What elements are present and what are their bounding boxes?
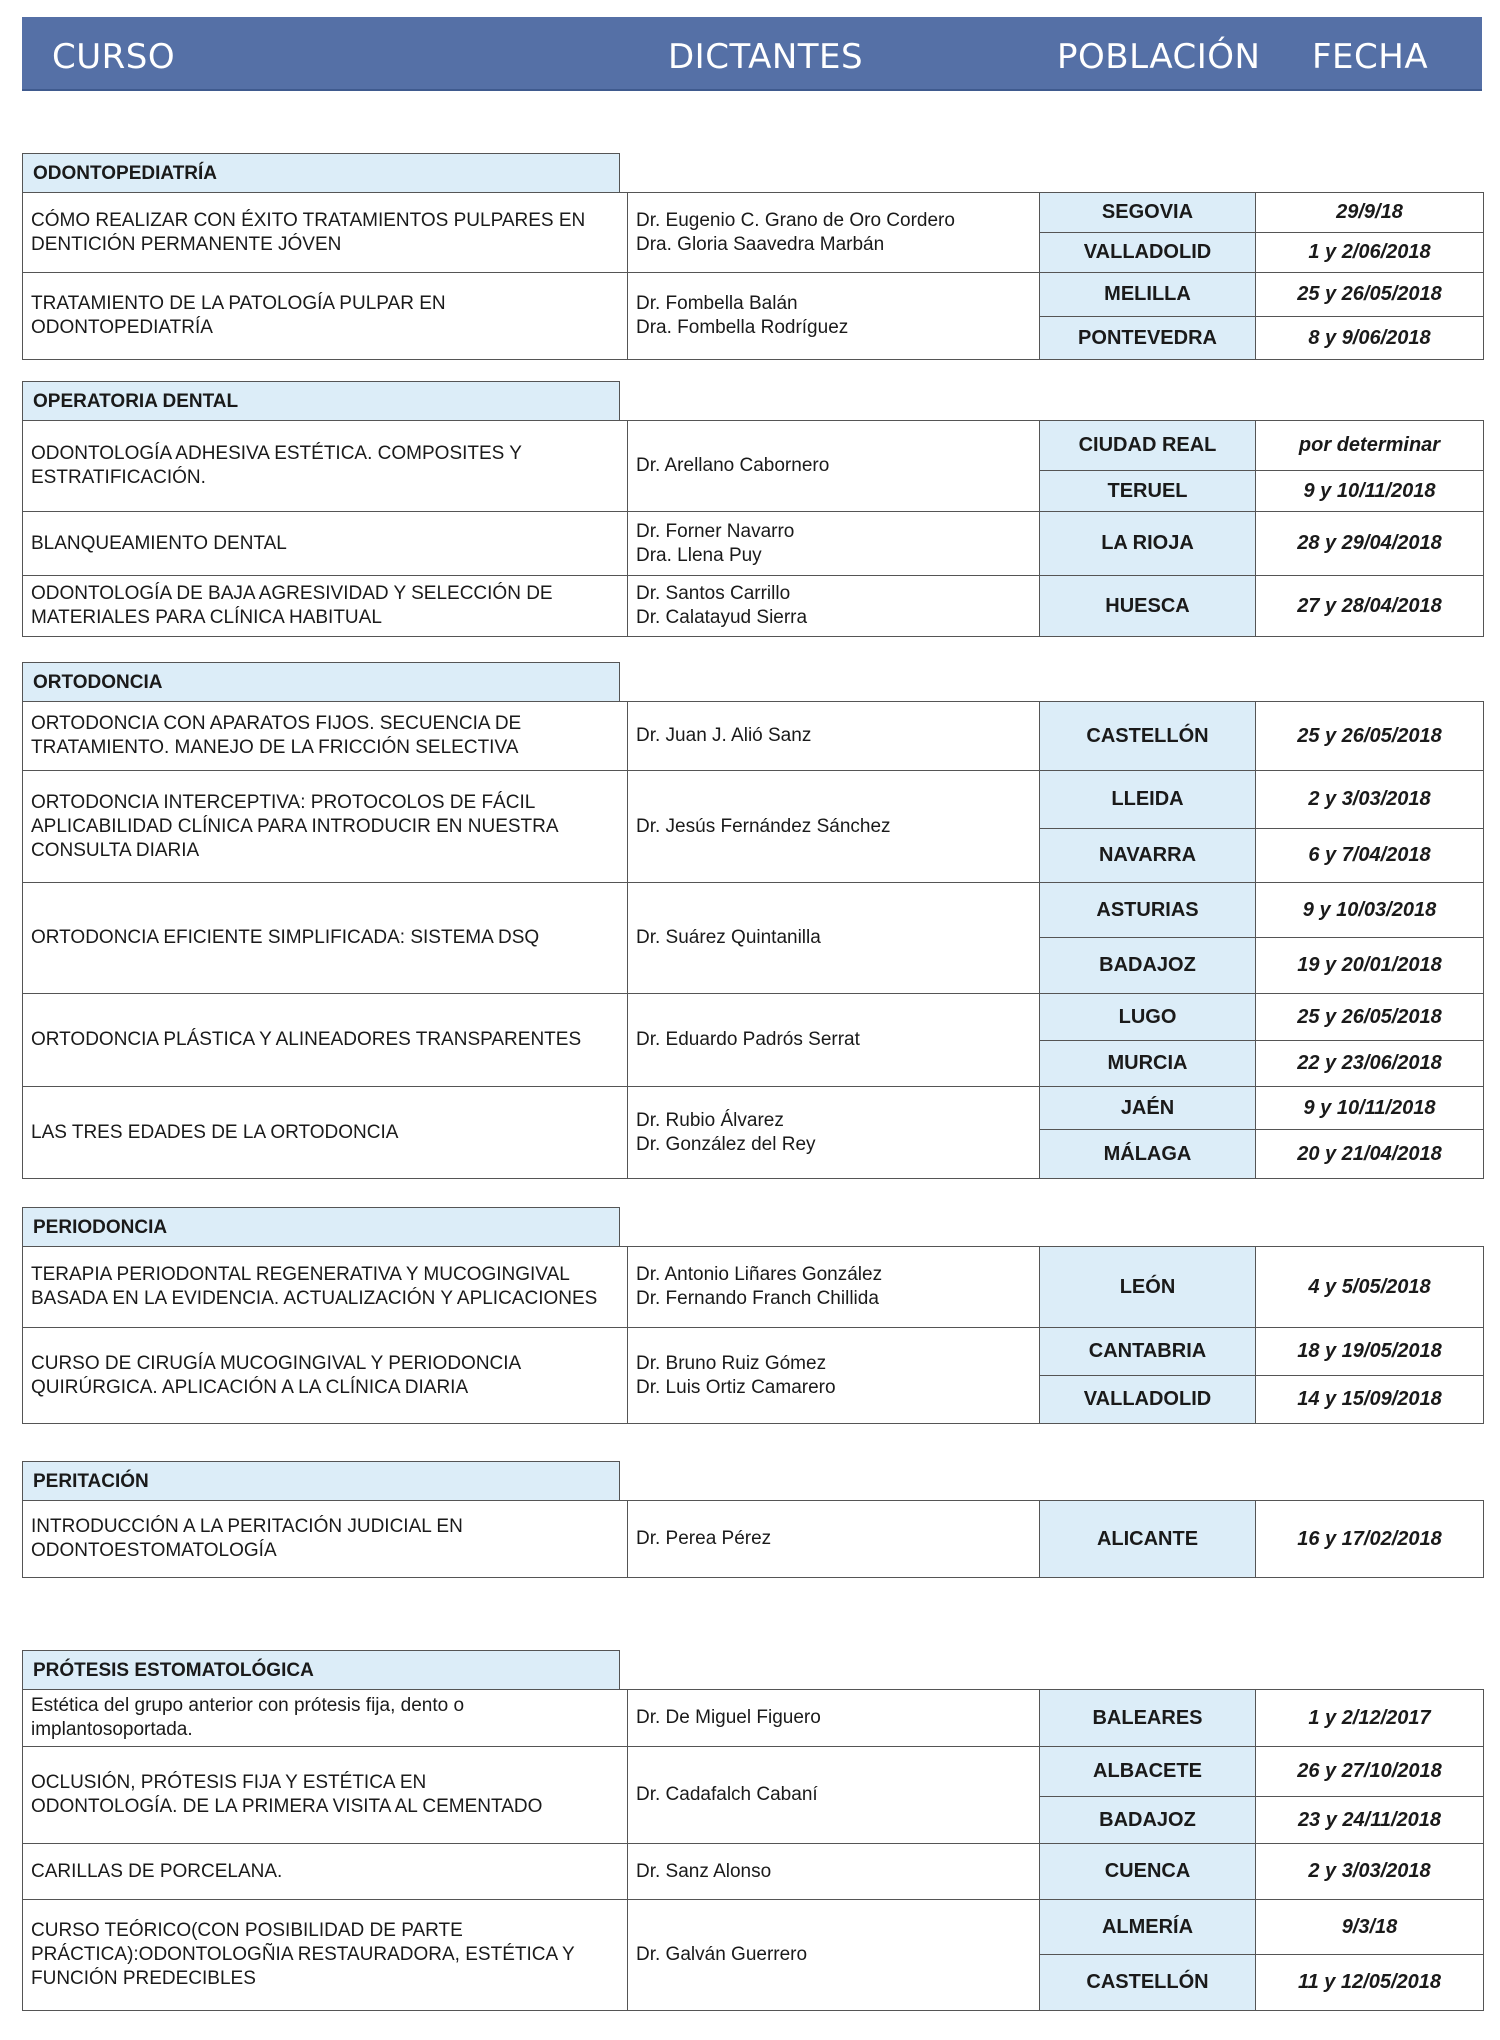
location-cell: ALBACETE bbox=[1040, 1747, 1256, 1797]
course-title bbox=[23, 994, 628, 1087]
course-title-line: ORTODONCIA INTERCEPTIVA: PROTOCOLOS DE FÁCIL bbox=[31, 791, 536, 813]
table-row bbox=[23, 1747, 1484, 1797]
course-table bbox=[22, 701, 1484, 1179]
table-row bbox=[23, 1900, 1484, 1955]
speaker-name: Dr. Luis Ortiz Camarero bbox=[636, 1376, 836, 1398]
course-title-line: BASADA EN LA EVIDENCIA. ACTUALIZACIÓN Y APLICACIONES bbox=[31, 1288, 598, 1309]
speakers-cell bbox=[628, 1900, 1040, 2011]
date-cell: 6 y 7/04/2018 bbox=[1256, 829, 1484, 883]
location-cell: CANTABRIA bbox=[1040, 1328, 1256, 1376]
location-cell: VALLADOLID bbox=[1040, 1376, 1256, 1424]
table-row bbox=[23, 994, 1484, 1041]
speakers-cell bbox=[628, 883, 1040, 994]
table-row bbox=[23, 771, 1484, 829]
date-cell: 1 y 2/12/2017 bbox=[1256, 1690, 1484, 1747]
course-title-line: APLICABILIDAD CLÍNICA PARA INTRODUCIR EN NUESTRA bbox=[31, 815, 559, 837]
date-cell: 25 y 26/05/2018 bbox=[1256, 273, 1484, 317]
location-cell: JAÉN bbox=[1040, 1087, 1256, 1130]
course-title-line: CURSO TEÓRICO(CON POSIBILIDAD DE PARTE bbox=[31, 1920, 463, 1941]
course-title-line: Estética del grupo anterior con prótesis fija, dento o bbox=[31, 1695, 465, 1716]
course-title-line: PRÁCTICA):ODONTOLOGÑIA RESTAURADORA, ESTÉTICA Y bbox=[31, 1944, 575, 1965]
speaker-name: Dr. Bruno Ruiz Gómez bbox=[636, 1352, 827, 1374]
course-title bbox=[23, 1328, 628, 1424]
course-title-line: TRATAMIENTO DE LA PATOLOGÍA PULPAR EN ODONTOPEDIATRÍA bbox=[31, 293, 446, 338]
course-title-line: ORTODONCIA CON APARATOS FIJOS. SECUENCIA DE bbox=[31, 713, 522, 734]
date-cell: 9 y 10/03/2018 bbox=[1256, 883, 1484, 938]
course-table bbox=[22, 420, 1484, 637]
course-title-line: ODONTOLOGÍA DE BAJA AGRESIVIDAD Y SELECCIÓN DE bbox=[31, 583, 553, 604]
section-title: ORTODONCIA bbox=[22, 662, 620, 702]
speakers-cell bbox=[628, 1328, 1040, 1424]
course-title-line: OCLUSIÓN, PRÓTESIS FIJA Y ESTÉTICA EN bbox=[31, 1772, 427, 1793]
location-cell: VALLADOLID bbox=[1040, 233, 1256, 273]
speaker-name: Dr. De Miguel Figuero bbox=[636, 1707, 821, 1728]
table-row bbox=[23, 512, 1484, 576]
speaker-name: Dr. Juan J. Alió Sanz bbox=[636, 725, 812, 746]
speaker-name: Dr. Fombella Balán bbox=[636, 293, 798, 314]
speaker-name: Dr. Calatayud Sierra bbox=[636, 607, 808, 628]
location-cell: MELILLA bbox=[1040, 273, 1256, 317]
location-cell: SEGOVIA bbox=[1040, 193, 1256, 233]
speakers-cell bbox=[628, 1844, 1040, 1900]
date-cell: 23 y 24/11/2018 bbox=[1256, 1797, 1484, 1844]
speakers-cell bbox=[628, 193, 1040, 273]
course-title-line: implantosoportada. bbox=[31, 1719, 193, 1740]
header-speakers: DICTANTES bbox=[668, 37, 864, 77]
location-cell: MÁLAGA bbox=[1040, 1130, 1256, 1179]
date-cell: 16 y 17/02/2018 bbox=[1256, 1501, 1484, 1578]
course-title bbox=[23, 273, 628, 360]
speakers-cell bbox=[628, 994, 1040, 1087]
date-cell: 14 y 15/09/2018 bbox=[1256, 1376, 1484, 1424]
date-cell: 27 y 28/04/2018 bbox=[1256, 576, 1484, 637]
table-row bbox=[23, 1501, 1484, 1578]
table-row bbox=[23, 273, 1484, 317]
course-title bbox=[23, 1900, 628, 2011]
speaker-name: Dr. Jesús Fernández Sánchez bbox=[636, 815, 891, 837]
course-title bbox=[23, 193, 628, 273]
course-section bbox=[22, 1461, 1483, 1578]
course-title-line: ESTRATIFICACIÓN. bbox=[31, 467, 206, 488]
location-cell: LEÓN bbox=[1040, 1247, 1256, 1328]
speaker-name: Dra. Fombella Rodríguez bbox=[636, 317, 849, 338]
table-row bbox=[23, 1087, 1484, 1130]
date-cell: 25 y 26/05/2018 bbox=[1256, 994, 1484, 1041]
course-title-line: CONSULTA DIARIA bbox=[31, 839, 200, 861]
course-title-line: ORTODONCIA EFICIENTE SIMPLIFICADA: SISTEMA DSQ bbox=[31, 927, 540, 948]
course-title bbox=[23, 702, 628, 771]
date-cell: 18 y 19/05/2018 bbox=[1256, 1328, 1484, 1376]
location-cell: TERUEL bbox=[1040, 471, 1256, 512]
speaker-name: Dr. Perea Pérez bbox=[636, 1528, 772, 1549]
speaker-name: Dr. Eduardo Padrós Serrat bbox=[636, 1029, 860, 1050]
course-title-line: DENTICIÓN PERMANENTE JÓVEN bbox=[31, 233, 342, 255]
location-cell: MURCIA bbox=[1040, 1041, 1256, 1087]
location-cell: ASTURIAS bbox=[1040, 883, 1256, 938]
course-title bbox=[23, 1247, 628, 1328]
location-cell: CIUDAD REAL bbox=[1040, 421, 1256, 471]
section-title: PRÓTESIS ESTOMATOLÓGICA bbox=[22, 1650, 620, 1690]
course-title-line: ORTODONCIA PLÁSTICA Y ALINEADORES TRANSPARENTES bbox=[31, 1029, 582, 1050]
location-cell: BADAJOZ bbox=[1040, 1797, 1256, 1844]
course-section bbox=[22, 381, 1483, 637]
date-cell: 25 y 26/05/2018 bbox=[1256, 702, 1484, 771]
date-cell: 2 y 3/03/2018 bbox=[1256, 771, 1484, 829]
speaker-name: Dr. González del Rey bbox=[636, 1133, 816, 1155]
course-section bbox=[22, 1650, 1483, 2011]
date-cell: 1 y 2/06/2018 bbox=[1256, 233, 1484, 273]
course-title-line: TRATAMIENTO. MANEJO DE LA FRICCIÓN SELECTIVA bbox=[31, 737, 519, 758]
course-title-line: BLANQUEAMIENTO DENTAL bbox=[31, 532, 287, 554]
course-title-line: ODONTOLOGÍA. DE LA PRIMERA VISITA AL CEMENTADO bbox=[31, 1796, 543, 1817]
table-row bbox=[23, 1690, 1484, 1747]
location-cell: CASTELLÓN bbox=[1040, 702, 1256, 771]
course-title bbox=[23, 512, 628, 576]
date-cell: 11 y 12/05/2018 bbox=[1256, 1955, 1484, 2011]
table-row bbox=[23, 1328, 1484, 1376]
course-title bbox=[23, 421, 628, 512]
speakers-cell bbox=[628, 1247, 1040, 1328]
course-title-line: ODONTOLOGÍA ADHESIVA ESTÉTICA. COMPOSITES Y bbox=[31, 443, 522, 464]
course-title-line: LAS TRES EDADES DE LA ORTODONCIA bbox=[31, 1121, 399, 1143]
speakers-cell bbox=[628, 512, 1040, 576]
date-cell: 4 y 5/05/2018 bbox=[1256, 1247, 1484, 1328]
table-row bbox=[23, 702, 1484, 771]
speaker-name: Dr. Santos Carrillo bbox=[636, 583, 791, 604]
table-row bbox=[23, 1844, 1484, 1900]
location-cell: CASTELLÓN bbox=[1040, 1955, 1256, 2011]
table-row bbox=[23, 421, 1484, 471]
speakers-cell bbox=[628, 421, 1040, 512]
date-cell: 22 y 23/06/2018 bbox=[1256, 1041, 1484, 1087]
date-cell: 20 y 21/04/2018 bbox=[1256, 1130, 1484, 1179]
speaker-name: Dr. Cadafalch Cabaní bbox=[636, 1784, 818, 1805]
location-cell: HUESCA bbox=[1040, 576, 1256, 637]
date-cell: 26 y 27/10/2018 bbox=[1256, 1747, 1484, 1797]
course-title-line: TERAPIA PERIODONTAL REGENERATIVA Y MUCOGINGIVAL bbox=[31, 1264, 570, 1285]
date-cell: 28 y 29/04/2018 bbox=[1256, 512, 1484, 576]
speakers-cell bbox=[628, 771, 1040, 883]
speakers-cell bbox=[628, 1690, 1040, 1747]
location-cell: LUGO bbox=[1040, 994, 1256, 1041]
location-cell: ALMERÍA bbox=[1040, 1900, 1256, 1955]
course-title bbox=[23, 1501, 628, 1578]
location-cell: BALEARES bbox=[1040, 1690, 1256, 1747]
speakers-cell bbox=[628, 576, 1040, 637]
course-title-line: MATERIALES PARA CLÍNICA HABITUAL bbox=[31, 607, 382, 628]
table-row bbox=[23, 1247, 1484, 1328]
speaker-name: Dr. Fernando Franch Chillida bbox=[636, 1288, 879, 1309]
speaker-name: Dr. Galván Guerrero bbox=[636, 1944, 808, 1965]
speaker-name: Dr. Arellano Cabornero bbox=[636, 455, 830, 476]
speaker-name: Dra. Gloria Saavedra Marbán bbox=[636, 233, 885, 255]
speaker-name: Dr. Forner Navarro bbox=[636, 520, 795, 542]
speaker-name: Dr. Eugenio C. Grano de Oro Cordero bbox=[636, 209, 955, 231]
course-title-line: FUNCIÓN PREDECIBLES bbox=[31, 1968, 256, 1989]
table-header bbox=[22, 17, 1482, 91]
speaker-name: Dra. Llena Puy bbox=[636, 544, 762, 566]
course-table bbox=[22, 1689, 1484, 2011]
course-title bbox=[23, 1087, 628, 1179]
location-cell: NAVARRA bbox=[1040, 829, 1256, 883]
speakers-cell bbox=[628, 1747, 1040, 1844]
speakers-cell bbox=[628, 273, 1040, 360]
date-cell: 8 y 9/06/2018 bbox=[1256, 317, 1484, 360]
course-title-line: ODONTOESTOMATOLOGÍA bbox=[31, 1540, 277, 1561]
table-row bbox=[23, 883, 1484, 938]
date-cell: 2 y 3/03/2018 bbox=[1256, 1844, 1484, 1900]
course-title bbox=[23, 1747, 628, 1844]
course-section bbox=[22, 1207, 1483, 1424]
date-cell: por determinar bbox=[1256, 421, 1484, 471]
header-date: FECHA bbox=[1312, 37, 1429, 77]
course-section bbox=[22, 153, 1483, 360]
location-cell: CUENCA bbox=[1040, 1844, 1256, 1900]
course-title-line: INTRODUCCIÓN A LA PERITACIÓN JUDICIAL EN bbox=[31, 1516, 463, 1537]
header-location: POBLACIÓN bbox=[1057, 37, 1261, 77]
date-cell: 9 y 10/11/2018 bbox=[1256, 1087, 1484, 1130]
speaker-name: Dr. Suárez Quintanilla bbox=[636, 927, 821, 948]
section-title: ODONTOPEDIATRÍA bbox=[22, 153, 620, 193]
location-cell: ALICANTE bbox=[1040, 1501, 1256, 1578]
course-title-line: QUIRÚRGICA. APLICACIÓN A LA CLÍNICA DIARIA bbox=[31, 1376, 469, 1398]
table-row bbox=[23, 576, 1484, 637]
speaker-name: Dr. Antonio Liñares González bbox=[636, 1264, 883, 1285]
section-title: PERIODONCIA bbox=[22, 1207, 620, 1247]
section-title: PERITACIÓN bbox=[22, 1461, 620, 1501]
section-title: OPERATORIA DENTAL bbox=[22, 381, 620, 421]
location-cell: LLEIDA bbox=[1040, 771, 1256, 829]
location-cell: BADAJOZ bbox=[1040, 938, 1256, 994]
date-cell: 19 y 20/01/2018 bbox=[1256, 938, 1484, 994]
course-title bbox=[23, 1844, 628, 1900]
course-title bbox=[23, 1690, 628, 1747]
speakers-cell bbox=[628, 702, 1040, 771]
speakers-cell bbox=[628, 1501, 1040, 1578]
course-table bbox=[22, 1246, 1484, 1424]
course-title-line: CARILLAS DE PORCELANA. bbox=[31, 1860, 283, 1882]
speaker-name: Dr. Sanz Alonso bbox=[636, 1860, 772, 1882]
course-title-line: CÓMO REALIZAR CON ÉXITO TRATAMIENTOS PULPARES EN bbox=[31, 209, 586, 231]
course-title bbox=[23, 771, 628, 883]
header-course: CURSO bbox=[52, 37, 176, 77]
course-title-line: CURSO DE CIRUGÍA MUCOGINGIVAL Y PERIODONCIA bbox=[31, 1352, 522, 1374]
course-title bbox=[23, 576, 628, 637]
speaker-name: Dr. Rubio Álvarez bbox=[636, 1109, 784, 1131]
date-cell: 9 y 10/11/2018 bbox=[1256, 471, 1484, 512]
date-cell: 29/9/18 bbox=[1256, 193, 1484, 233]
course-title bbox=[23, 883, 628, 994]
course-table bbox=[22, 192, 1484, 360]
speakers-cell bbox=[628, 1087, 1040, 1179]
location-cell: LA RIOJA bbox=[1040, 512, 1256, 576]
course-table bbox=[22, 1500, 1484, 1578]
location-cell: PONTEVEDRA bbox=[1040, 317, 1256, 360]
date-cell: 9/3/18 bbox=[1256, 1900, 1484, 1955]
course-section bbox=[22, 662, 1483, 1179]
table-row bbox=[23, 193, 1484, 233]
